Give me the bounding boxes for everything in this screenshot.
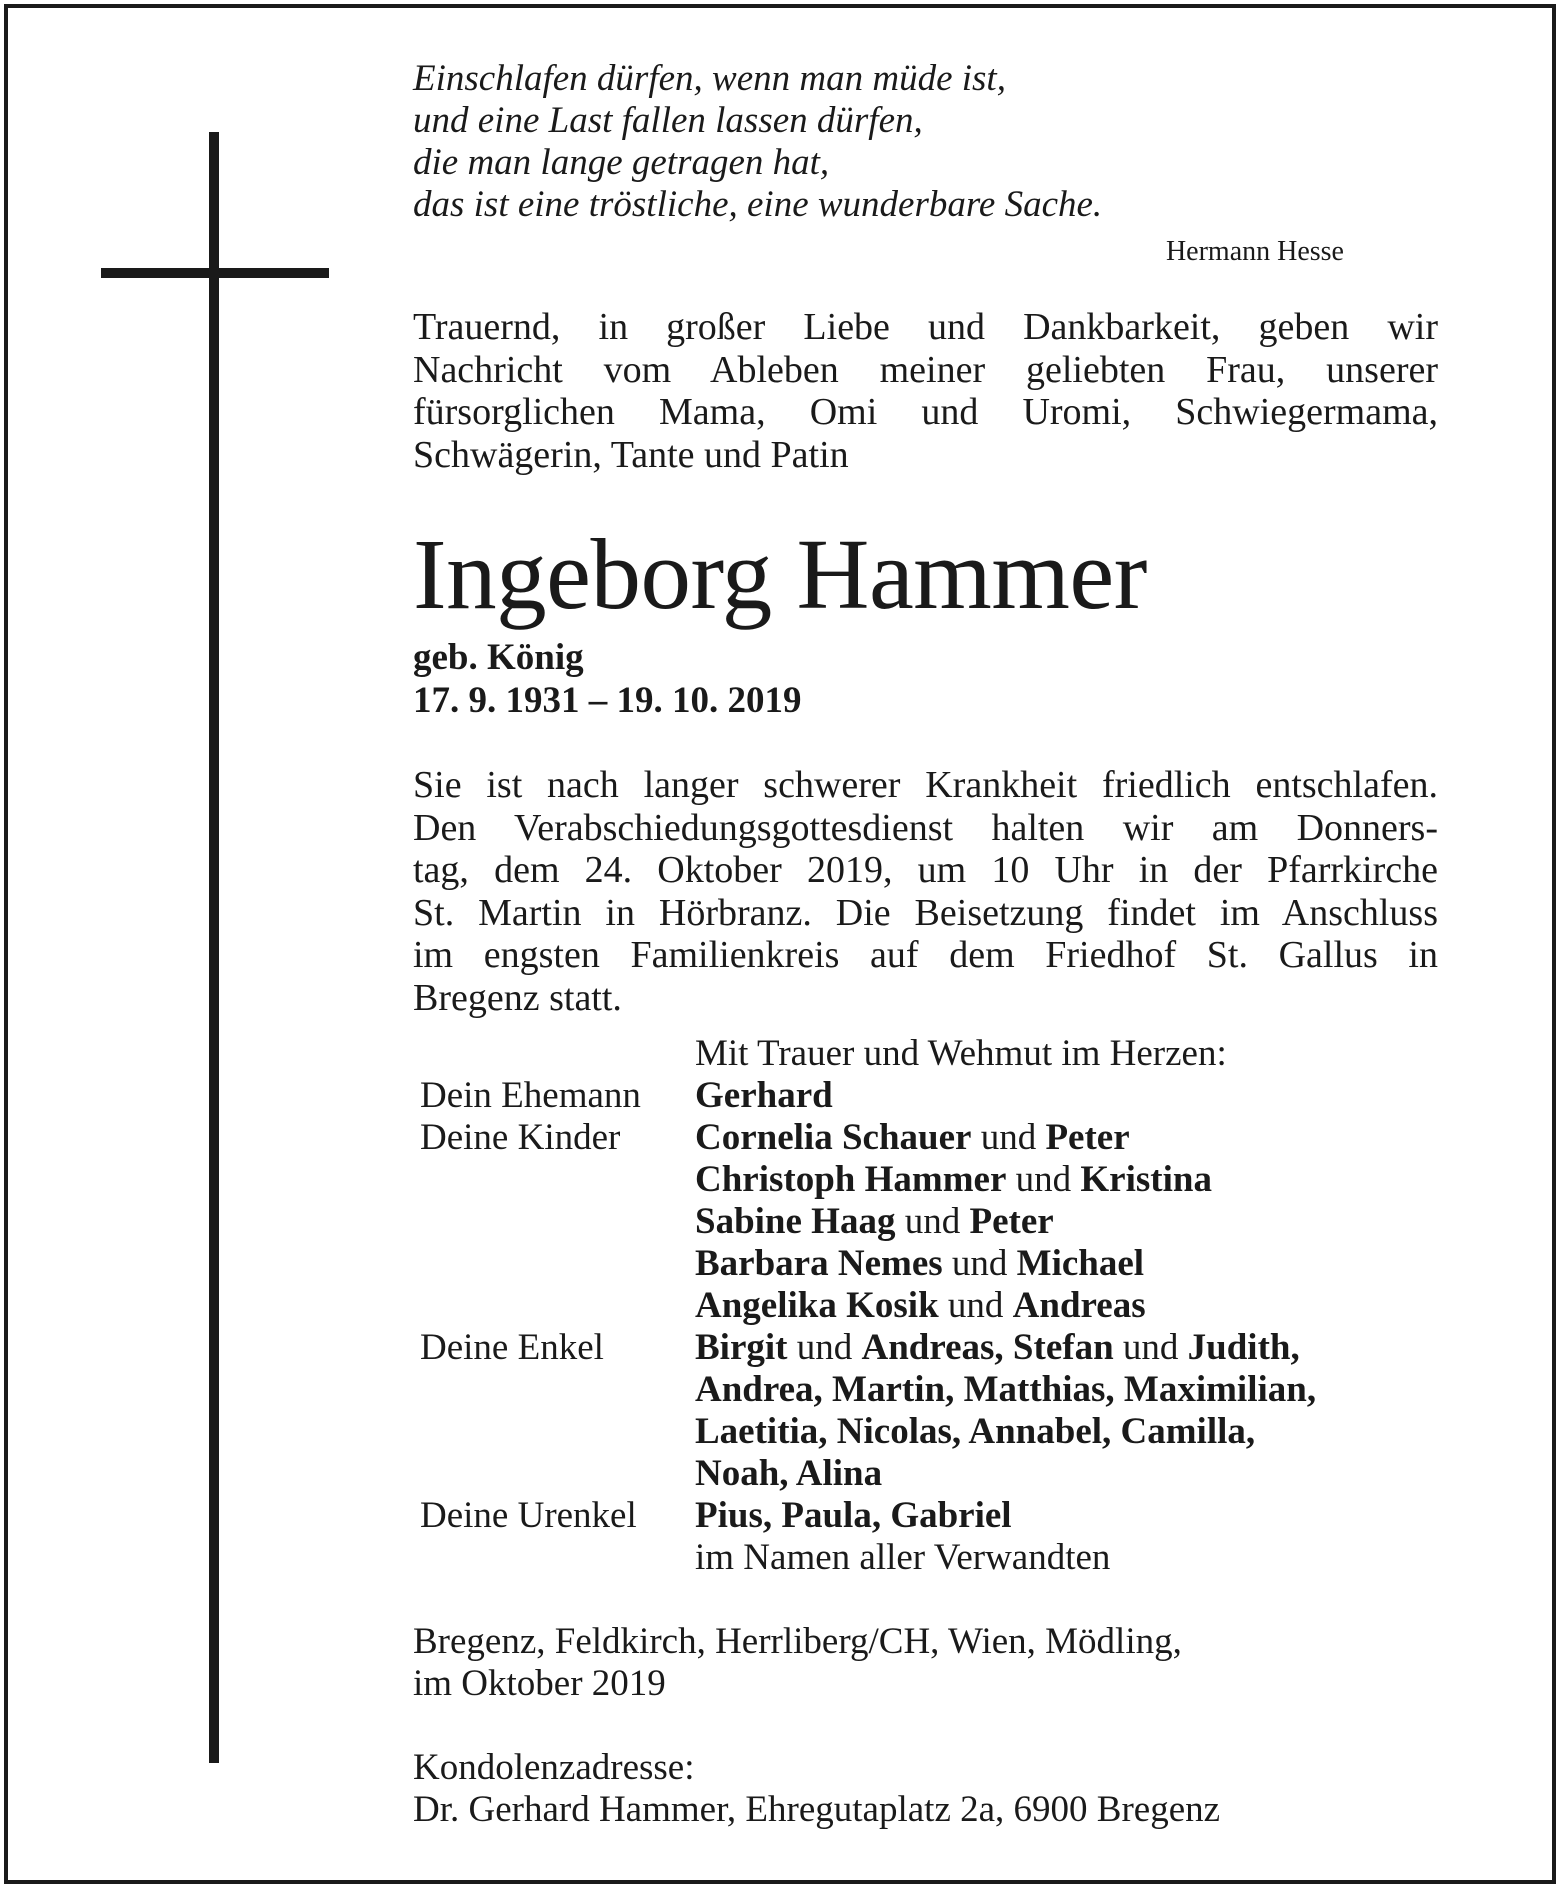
child-name: Cornelia Schauer xyxy=(695,1117,972,1158)
connector: und xyxy=(1122,1327,1179,1368)
condolence-text: Dr. Gerhard Hammer, Ehregutaplatz 2a, 6900 Bregenz xyxy=(413,1789,1221,1830)
great-grandchildren-row xyxy=(413,1495,1438,1537)
grandchildren-line: Andrea, Martin, Matthias, Maximilian, xyxy=(695,1369,1317,1410)
child-name: Christoph Hammer xyxy=(695,1159,1007,1200)
role-label: Deine Enkel xyxy=(420,1327,604,1368)
life-dates: 17. 9. 1931 – 19. 10. 2019 xyxy=(413,680,802,721)
quote xyxy=(413,58,1438,226)
child-name: Barbara Nemes xyxy=(695,1243,943,1284)
child-name: Angelika Kosik xyxy=(695,1285,939,1326)
notice-line: Bregenz statt. xyxy=(413,976,622,1019)
cross-horizontal-bar xyxy=(101,268,329,278)
grandchildren-row xyxy=(413,1327,1438,1495)
mourners-footer: im Namen aller Verwandten xyxy=(695,1537,1111,1578)
notice-line: Den Verabschiedungsgottesdienst halten wir am Donners- xyxy=(413,806,1438,849)
quote-line: das ist eine tröstliche, eine wunderbare Sache. xyxy=(413,184,1103,225)
quote-author: Hermann Hesse xyxy=(1165,236,1344,267)
great-grandchildren-names: Pius, Paula, Gabriel xyxy=(695,1495,1012,1536)
role-label: Dein Ehemann xyxy=(420,1075,641,1116)
connector: und xyxy=(980,1117,1037,1158)
notice-line: Sie ist nach langer schwerer Krankheit friedlich entschlafen. xyxy=(413,764,1438,806)
role-label: Deine Urenkel xyxy=(420,1495,637,1536)
child-name: Sabine Haag xyxy=(695,1201,896,1242)
birth-name: geb. König xyxy=(413,637,584,678)
mourners-list xyxy=(413,1033,1438,1579)
partner-name: Peter xyxy=(1045,1117,1130,1158)
places-line: Bregenz, Feldkirch, Herrliberg/CH, Wien, Mödling, xyxy=(413,1621,1182,1662)
partner-name: Kristina xyxy=(1080,1159,1212,1200)
connector: und xyxy=(947,1285,1004,1326)
intro-paragraph xyxy=(413,306,1438,476)
intro-line: fürsorglichen Mama, Omi und Uromi, Schwiegermama, xyxy=(413,391,1438,433)
condolence-label: Kondolenzadresse: xyxy=(413,1747,695,1788)
places-date xyxy=(413,1621,1438,1705)
intro-line: Nachricht vom Ableben meiner geliebten Frau, unserer xyxy=(413,348,1438,391)
grandchildren-line: Noah, Alina xyxy=(695,1453,883,1494)
quote-line: und eine Last fallen lassen dürfen, xyxy=(413,100,923,141)
notice-line: St. Martin in Hörbranz. Die Beisetzung findet im Anschluss xyxy=(413,891,1438,934)
grandchild-name: Andreas, Stefan xyxy=(861,1327,1114,1368)
date-line: im Oktober 2019 xyxy=(413,1663,666,1704)
husband-row xyxy=(413,1075,1438,1117)
obituary-content xyxy=(413,58,1438,1831)
partner-name: Peter xyxy=(969,1201,1054,1242)
husband-name: Gerhard xyxy=(695,1075,833,1116)
quote-line: Einschlafen dürfen, wenn man müde ist, xyxy=(413,58,1006,99)
children-row xyxy=(413,1117,1438,1327)
grandchildren-line: Laetitia, Nicolas, Annabel, Camilla, xyxy=(695,1411,1256,1452)
role-label: Deine Kinder xyxy=(420,1117,621,1158)
intro-line: Schwägerin, Tante und Patin xyxy=(413,433,849,476)
deceased-name: Ingeborg Hammer xyxy=(413,518,1147,630)
partner-name: Andreas xyxy=(1012,1285,1146,1326)
grandchild-name: Judith, xyxy=(1187,1327,1300,1368)
partner-name: Michael xyxy=(1016,1243,1145,1284)
quote-line: die man lange getragen hat, xyxy=(413,142,830,183)
connector: und xyxy=(904,1201,961,1242)
notice-line: tag, dem 24. Oktober 2019, um 10 Uhr in der Pfarrkirche xyxy=(413,849,1438,891)
connector: und xyxy=(796,1327,853,1368)
notice-paragraph xyxy=(413,764,1438,1019)
cross-vertical-bar xyxy=(209,132,219,1763)
connector: und xyxy=(951,1243,1008,1284)
condolence-address xyxy=(413,1747,1438,1831)
notice-line: im engsten Familienkreis auf dem Friedhof St. Gallus in xyxy=(413,934,1438,976)
mourners-heading: Mit Trauer und Wehmut im Herzen: xyxy=(695,1033,1227,1074)
connector: und xyxy=(1015,1159,1072,1200)
intro-line: Trauernd, in großer Liebe und Dankbarkeit, geben wir xyxy=(413,306,1438,348)
grandchild-name: Birgit xyxy=(695,1327,788,1368)
